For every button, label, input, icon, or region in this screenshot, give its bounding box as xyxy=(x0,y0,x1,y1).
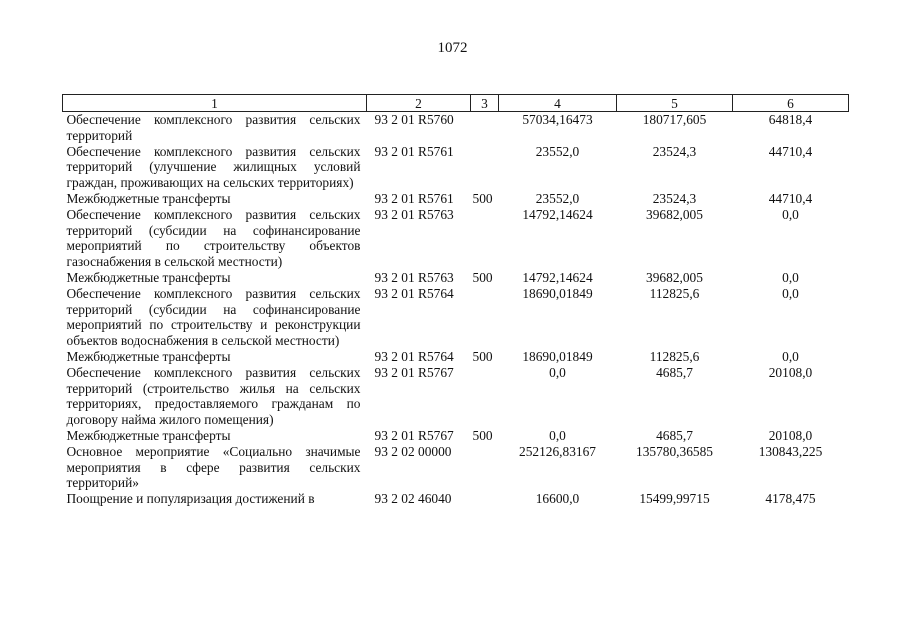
row-value-2: 112825,6 xyxy=(649,285,700,301)
row-vr xyxy=(471,365,499,428)
budget-table xyxy=(62,94,849,507)
row-value-2: 39682,005 xyxy=(646,269,703,285)
row-value-3: 64818,4 xyxy=(768,112,813,127)
header-col-3: 3 xyxy=(471,95,499,112)
row-value-1: 18690,01849 xyxy=(522,285,593,301)
row-value-2: 39682,005 xyxy=(646,206,703,222)
row-name: Обеспечение комплексного развития сельских территорий (строительство жилья на сельских территориях, предоставляемого гражданам по договору найма жилого помещения) xyxy=(66,364,361,428)
row-name: Межбюджетные трансферты xyxy=(66,190,231,206)
row-value-2: 180717,605 xyxy=(642,112,707,127)
row-name: Поощрение и популяризация достижений в xyxy=(66,491,315,507)
table-row xyxy=(63,365,849,428)
table-row xyxy=(63,191,849,207)
row-vr xyxy=(471,207,499,270)
table-row xyxy=(63,349,849,365)
row-value-3: 4178,475 xyxy=(765,491,816,507)
row-code: 93 2 01 R5767 xyxy=(374,427,454,443)
row-value-1: 23552,0 xyxy=(535,190,580,206)
row-name: Межбюджетные трансферты xyxy=(66,269,231,285)
row-code: 93 2 01 R5763 xyxy=(374,269,454,285)
row-name: Обеспечение комплексного развития сельских территорий (улучшение жилищных условий граждан, проживающих на сельских территориях) xyxy=(66,143,361,191)
row-code: 93 2 01 R5760 xyxy=(374,112,454,127)
table-header xyxy=(63,95,849,112)
table-row xyxy=(63,207,849,270)
row-value-2: 4685,7 xyxy=(656,364,693,380)
row-vr xyxy=(471,112,499,144)
row-code: 93 2 01 R5764 xyxy=(374,348,454,364)
table-row xyxy=(63,112,849,144)
row-vr: 500 xyxy=(472,190,493,206)
header-col-4: 4 xyxy=(499,95,617,112)
page-number: 1072 xyxy=(437,40,468,56)
row-code: 93 2 01 R5761 xyxy=(374,143,454,159)
row-value-3: 44710,4 xyxy=(768,143,813,159)
row-name: Обеспечение комплексного развития сельских территорий (субсидии на софинансирование мероприятий по строительству и реконструкции объектов водоснабжения в сельской местности) xyxy=(66,285,361,349)
table-row xyxy=(63,444,849,491)
row-value-1: 14792,14624 xyxy=(522,206,593,222)
row-vr: 500 xyxy=(472,348,493,364)
header-col-5: 5 xyxy=(617,95,733,112)
row-value-1: 16600,0 xyxy=(535,491,580,507)
row-value-1: 14792,14624 xyxy=(522,269,593,285)
row-value-2: 23524,3 xyxy=(652,190,697,206)
row-vr: 500 xyxy=(472,269,493,285)
row-value-2: 23524,3 xyxy=(652,143,697,159)
row-name: Основное мероприятие «Социально значимые мероприятия в сфере развития сельских территорий» xyxy=(66,443,361,491)
row-vr xyxy=(471,286,499,349)
row-name: Обеспечение комплексного развития сельских территорий (субсидии на софинансирование мероприятий по строительству объектов газоснабжения в сельской местности) xyxy=(66,206,361,270)
row-value-2: 112825,6 xyxy=(649,348,700,364)
row-value-1: 0,0 xyxy=(549,427,566,443)
row-value-3: 0,0 xyxy=(782,348,799,364)
row-code: 93 2 02 46040 xyxy=(374,491,452,507)
row-value-2: 4685,7 xyxy=(656,427,693,443)
row-name: Обеспечение комплексного развития сельских территорий xyxy=(66,112,361,143)
header-row xyxy=(63,95,849,112)
row-value-3: 20108,0 xyxy=(768,364,813,380)
header-col-2: 2 xyxy=(367,95,471,112)
row-vr: 500 xyxy=(472,427,493,443)
row-value-1: 57034,16473 xyxy=(522,112,593,127)
row-value-3: 0,0 xyxy=(782,206,799,222)
row-value-3: 130843,225 xyxy=(758,443,823,459)
row-code: 93 2 01 R5767 xyxy=(374,364,454,380)
row-name: Межбюджетные трансферты xyxy=(66,348,231,364)
row-value-3: 0,0 xyxy=(782,285,799,301)
table-row xyxy=(63,428,849,444)
row-code: 93 2 02 00000 xyxy=(374,443,452,459)
table-body xyxy=(63,112,849,507)
header-col-1: 1 xyxy=(63,95,367,112)
row-value-1: 0,0 xyxy=(549,364,566,380)
table-row xyxy=(63,286,849,349)
row-code: 93 2 01 R5764 xyxy=(374,285,454,301)
row-name: Межбюджетные трансферты xyxy=(66,427,231,443)
row-vr xyxy=(471,144,499,191)
table-row xyxy=(63,270,849,286)
header-col-6: 6 xyxy=(733,95,849,112)
row-value-1: 252126,83167 xyxy=(519,443,596,459)
table-row xyxy=(63,144,849,191)
table-row xyxy=(63,491,849,507)
row-value-2: 15499,99715 xyxy=(639,491,710,507)
row-value-3: 44710,4 xyxy=(768,190,813,206)
row-value-2: 135780,36585 xyxy=(636,443,713,459)
row-value-3: 0,0 xyxy=(782,269,799,285)
row-vr xyxy=(471,491,499,507)
row-value-1: 23552,0 xyxy=(535,143,580,159)
row-code: 93 2 01 R5763 xyxy=(374,206,454,222)
row-vr xyxy=(471,444,499,491)
row-value-1: 18690,01849 xyxy=(522,348,593,364)
row-code: 93 2 01 R5761 xyxy=(374,190,454,206)
row-value-3: 20108,0 xyxy=(768,427,813,443)
